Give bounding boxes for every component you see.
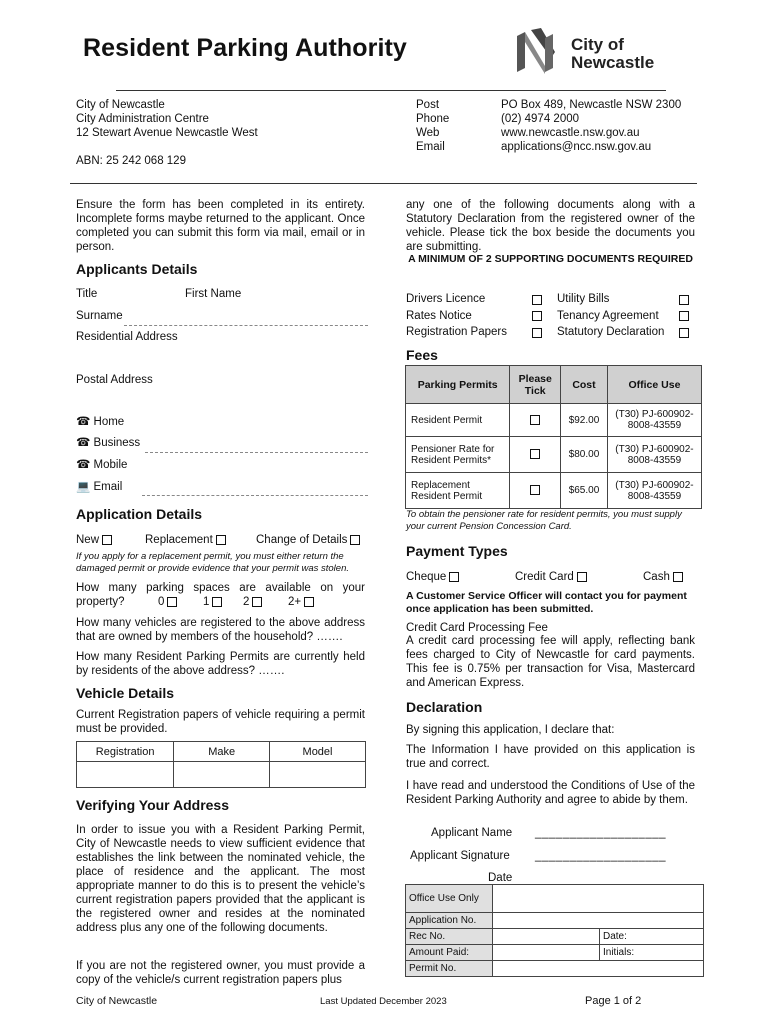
logo-line-1: City of xyxy=(571,35,624,54)
application-heading: Application Details xyxy=(76,506,203,522)
vehicle-col-header: Make xyxy=(174,742,270,762)
permits-question: How many Resident Parking Permits are currently held by residents of the above address? ……. xyxy=(76,651,365,677)
spaces-checkbox[interactable] xyxy=(304,597,314,607)
document-label: Tenancy Agreement xyxy=(557,309,659,322)
new-checkbox[interactable] xyxy=(102,535,112,545)
tick-cell[interactable] xyxy=(510,437,561,473)
tick-checkbox[interactable] xyxy=(530,485,540,495)
spaces-option[interactable] xyxy=(158,595,177,609)
address-line: City Administration Centre xyxy=(76,113,209,125)
make-cell[interactable] xyxy=(174,762,270,788)
new-label: New xyxy=(76,534,100,546)
verify-paragraph-1: In order to issue you with a Resident Parking Permit, City of Newcastle needs to view sufficient evidence that establishes the link between the nominated vehicle, the place of residence and the applicant. The most appropriate manner to do this is to present the vehicle’s current registration papers provided that the applicant is the registered owner and resides at the nominated address plus any one of the following documents. xyxy=(76,824,365,934)
new-option[interactable] xyxy=(76,533,112,547)
office-use-title: Office Use Only xyxy=(406,885,493,913)
office-date-label: Date: xyxy=(600,929,704,945)
address-line: 12 Stewart Avenue Newcastle West xyxy=(76,127,258,139)
postal-label: Postal Address xyxy=(76,374,153,386)
credit-label: Credit Card xyxy=(515,571,574,583)
cost-cell: $80.00 xyxy=(561,437,608,473)
permit-name: Resident Permit xyxy=(406,404,510,437)
registration-cell[interactable] xyxy=(77,762,174,788)
document-checkbox[interactable] xyxy=(679,295,689,305)
replacement-checkbox[interactable] xyxy=(216,535,226,545)
spaces-checkbox[interactable] xyxy=(167,597,177,607)
declaration-intro: By signing this application, I declare that: xyxy=(406,724,615,736)
document-label: Drivers Licence xyxy=(406,293,486,305)
cost-cell: $65.00 xyxy=(561,473,608,509)
contact-value: (02) 4974 2000 xyxy=(501,113,580,125)
cheque-option[interactable] xyxy=(406,570,459,584)
document-label: Utility Bills xyxy=(557,293,610,305)
contact-labels xyxy=(416,98,449,154)
footer-left: City of Newcastle xyxy=(76,995,158,1007)
tick-cell[interactable] xyxy=(510,473,561,509)
home-phone-label: ☎ Home xyxy=(76,416,125,428)
application-no-field[interactable] xyxy=(493,913,704,929)
change-option[interactable] xyxy=(256,533,360,547)
title-label: Title xyxy=(76,288,98,300)
fees-table xyxy=(405,365,702,509)
office-use-blank xyxy=(493,885,704,913)
application-no-label: Application No. xyxy=(406,913,493,929)
documents-left-checkboxes xyxy=(529,292,542,342)
cash-label: Cash xyxy=(643,571,670,583)
contact-label: Email xyxy=(416,141,445,153)
surname-field[interactable] xyxy=(124,325,368,326)
declaration-p1: The Information I have provided on this application is true and correct. xyxy=(406,744,695,770)
applicant-name-label: Applicant Name xyxy=(431,827,513,839)
table-row xyxy=(406,404,702,437)
spaces-label: 0 xyxy=(158,596,165,608)
office-use-cell: (T30) PJ-600902-8008-43559 xyxy=(607,437,701,473)
spaces-option[interactable] xyxy=(288,595,314,609)
fees-col-header: Parking Permits xyxy=(406,366,510,404)
email-label: 💻 Email xyxy=(76,481,123,493)
logo-line-2: Newcastle xyxy=(571,53,655,72)
vehicle-col-header: Registration xyxy=(77,742,174,762)
credit-option[interactable] xyxy=(515,570,587,584)
business-phone-field[interactable] xyxy=(145,452,368,453)
firstname-label: First Name xyxy=(185,288,242,300)
fees-col-header: Please Tick xyxy=(510,366,561,404)
permit-no-field[interactable] xyxy=(493,961,704,977)
office-use-table xyxy=(405,884,704,977)
footer-right: Page 1 of 2 xyxy=(585,995,642,1007)
document-checkbox[interactable] xyxy=(679,311,689,321)
permit-name: Replacement Resident Permit xyxy=(406,473,510,509)
contact-label: Web xyxy=(416,127,440,139)
documents-right-checkboxes xyxy=(676,292,689,342)
council-address xyxy=(76,98,258,168)
verify-heading: Verifying Your Address xyxy=(76,797,230,813)
cash-checkbox[interactable] xyxy=(673,572,683,582)
tick-checkbox[interactable] xyxy=(530,449,540,459)
city-logo xyxy=(515,28,675,76)
permit-no-label: Permit No. xyxy=(406,961,493,977)
applicant-signature-label: Applicant Signature xyxy=(410,850,510,862)
vehicle-heading: Vehicle Details xyxy=(76,685,175,701)
payment-note: A Customer Service Officer will contact you for payment once application has been submitted. xyxy=(406,590,687,615)
spaces-label: 2+ xyxy=(288,596,302,608)
residential-label: Residential Address xyxy=(76,331,178,343)
vehicle-table xyxy=(76,741,366,788)
model-cell[interactable] xyxy=(270,762,366,788)
document-checkbox[interactable] xyxy=(532,295,542,305)
contact-label: Phone xyxy=(416,113,450,125)
city-logo-mark-icon xyxy=(515,28,559,74)
spaces-option[interactable] xyxy=(243,595,262,609)
applicant-signature-field[interactable]: ___________________ xyxy=(535,850,667,862)
email-field[interactable] xyxy=(142,495,368,496)
permit-name: Pensioner Rate for Resident Permits* xyxy=(406,437,510,473)
spaces-label: 2 xyxy=(243,596,250,608)
initials-label: Initials: xyxy=(600,945,704,961)
spaces-question: How many parking spaces are available on your property? xyxy=(76,582,365,608)
fees-col-header: Office Use xyxy=(607,366,701,404)
abn: ABN: 25 242 068 129 xyxy=(76,155,186,167)
contact-values xyxy=(501,98,681,154)
spaces-checkbox[interactable] xyxy=(252,597,262,607)
change-label: Change of Details xyxy=(256,534,348,546)
office-use-cell: (T30) PJ-600902-8008-43559 xyxy=(607,473,701,509)
cheque-label: Cheque xyxy=(406,571,447,583)
vehicles-question: How many vehicles are registered to the above address that are owned by members of the household? ……. xyxy=(76,617,365,643)
document-checkbox[interactable] xyxy=(532,311,542,321)
header-rule-2 xyxy=(70,183,697,184)
cc-text: A credit card processing fee will apply, reflecting bank fees charged to City of Newcastle for card payments. This fee is 0.75% per transaction for Visa, Mastercard and American Express. xyxy=(406,635,695,689)
date-label: Date xyxy=(488,872,513,884)
surname-label: Surname xyxy=(76,310,123,322)
documents-right xyxy=(557,291,664,341)
footer-center: Last Updated December 2023 xyxy=(320,996,447,1007)
applicant-name-field[interactable]: ___________________ xyxy=(535,827,667,839)
mobile-label: ☎ Mobile xyxy=(76,459,128,471)
contact-label: Post xyxy=(416,99,440,111)
replacement-label: Replacement xyxy=(145,534,213,546)
address-line: City of Newcastle xyxy=(76,99,165,111)
business-phone-label: ☎ Business xyxy=(76,437,141,449)
table-row xyxy=(406,437,702,473)
documents-left xyxy=(406,291,507,341)
rec-no-label: Rec No. xyxy=(406,929,493,945)
table-row xyxy=(406,473,702,509)
change-checkbox[interactable] xyxy=(350,535,360,545)
document-label: Statutory Declaration xyxy=(557,326,665,338)
vehicle-col-header: Model xyxy=(270,742,366,762)
payment-heading: Payment Types xyxy=(406,543,508,559)
rec-no-field[interactable] xyxy=(493,929,600,945)
replacement-option[interactable] xyxy=(145,533,226,547)
pensioner-note: To obtain the pensioner rate for resident permits, you must supply your current Pension Concession Card. xyxy=(406,509,682,532)
intro-text: Ensure the form has been completed in its entirety. Incomplete forms maybe returned to the applicant. Once completed you can submit this form via mail, email or in person. xyxy=(76,199,365,253)
office-use-cell: (T30) PJ-600902-8008-43559 xyxy=(607,404,701,437)
contact-value[interactable]: www.newcastle.nsw.gov.au xyxy=(501,127,640,139)
cc-heading: Credit Card Processing Fee xyxy=(406,622,548,634)
cash-option[interactable] xyxy=(643,570,683,584)
page-title: Resident Parking Authority xyxy=(83,34,407,62)
amount-paid-field[interactable] xyxy=(493,945,600,961)
spaces-checkbox[interactable] xyxy=(212,597,222,607)
tick-cell[interactable] xyxy=(510,404,561,437)
header-rule xyxy=(116,90,666,91)
tick-checkbox[interactable] xyxy=(530,415,540,425)
document-checkbox[interactable] xyxy=(679,328,689,338)
cost-cell: $92.00 xyxy=(561,404,608,437)
vehicle-text: Current Registration papers of vehicle requiring a permit must be provided. xyxy=(76,709,365,735)
amount-paid-label: Amount Paid: xyxy=(406,945,493,961)
document-label: Registration Papers xyxy=(406,326,507,338)
document-label: Rates Notice xyxy=(406,309,472,322)
document-checkbox[interactable] xyxy=(532,328,542,338)
spaces-option[interactable] xyxy=(203,595,222,609)
applicants-heading: Applicants Details xyxy=(76,261,198,277)
contact-value: PO Box 489, Newcastle NSW 2300 xyxy=(501,99,682,111)
fees-heading: Fees xyxy=(406,347,438,363)
minimum-notice: A MINIMUM OF 2 SUPPORTING DOCUMENTS REQUIRED xyxy=(408,253,693,265)
contact-value[interactable]: applications@ncc.nsw.gov.au xyxy=(501,141,652,153)
documents-intro: any one of the following documents along with a Statutory Declaration from the registered owner of the vehicle. Please tick the box beside the documents you are submitting. xyxy=(406,199,695,253)
declaration-p2: I have read and understood the Conditions of Use of the Resident Parking Authority and agree to abide by them. xyxy=(406,780,695,806)
fees-col-header: Cost xyxy=(561,366,608,404)
spaces-label: 1 xyxy=(203,596,210,608)
verify-paragraph-2: If you are not the registered owner, you must provide a copy of the vehicle/s current registration papers plus xyxy=(76,960,365,986)
credit-checkbox[interactable] xyxy=(577,572,587,582)
cheque-checkbox[interactable] xyxy=(449,572,459,582)
declaration-heading: Declaration xyxy=(406,699,483,715)
replacement-note: If you apply for a replacement permit, you must either return the damaged permit or provide evidence that your permit was stolen. xyxy=(76,551,349,574)
